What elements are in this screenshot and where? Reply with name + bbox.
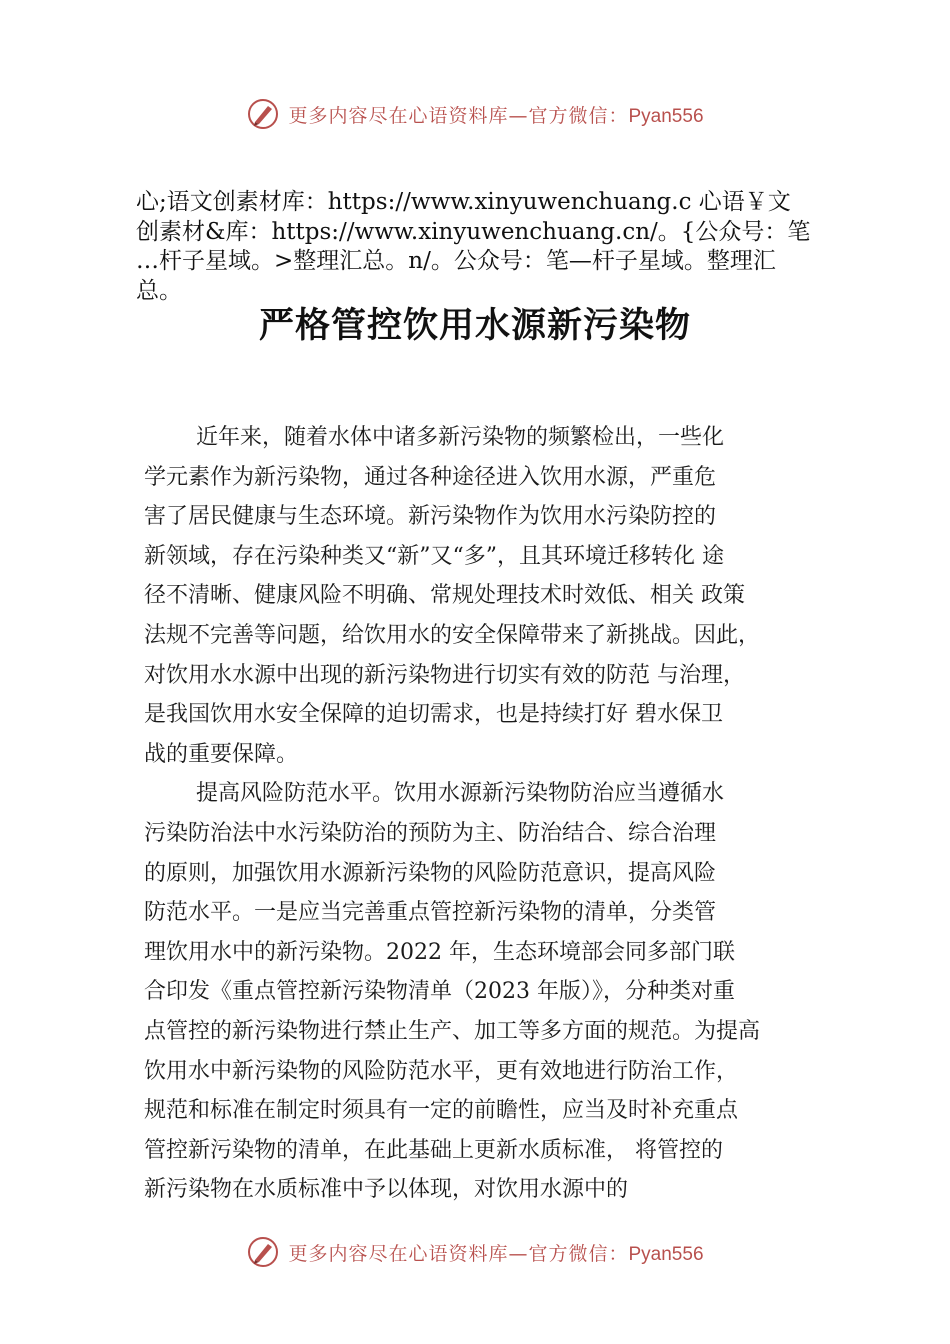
body-line: 管控新污染物的清单，在此基础上更新水质标准， 将管控的	[144, 1137, 723, 1163]
body-line: 是我国饮用水安全保障的迫切需求，也是持续打好 碧水保卫	[144, 702, 723, 728]
body-line: 法规不完善等问题，给饮用水的安全保障带来了新挑战。因此，	[144, 622, 761, 648]
pen-logo-icon	[246, 1235, 280, 1269]
body-line: 的原则，加强饮用水源新污染物的风险防范意识，提高风险	[144, 860, 717, 886]
header-note-line: 心;语文创素材库：https://www.xinyuwenchuang.c 心语￥文	[136, 189, 791, 215]
header-note	[136, 188, 836, 306]
header-note-line: 创素材&库：https://www.xinyuwenchuang.cn/。{公众号：笔	[136, 218, 811, 245]
banner-label: 更多内容尽在心语资料库—官方微信：	[288, 1242, 629, 1265]
article-body	[144, 418, 834, 1210]
body-line: 新领域，存在污染种类又“新”又“多”，且其环境迁移转化 途	[144, 543, 724, 569]
body-line: 害了居民健康与生态环境。新污染物作为饮用水污染防控的	[144, 504, 717, 530]
body-line: 防范水平。一是应当完善重点管控新污染物的清单，分类管	[144, 900, 717, 926]
body-line: 新污染物在水质标准中予以体现，对饮用水源中的	[144, 1177, 629, 1203]
body-line: 对饮用水水源中出现的新污染物进行切实有效的防范 与治理，	[144, 662, 745, 688]
wechat-handle: Pyan556	[628, 105, 704, 127]
footer-banner	[0, 1232, 950, 1272]
pen-logo-icon	[246, 97, 280, 131]
header-banner	[0, 94, 950, 134]
body-line: 饮用水中新污染物的风险防范水平，更有效地进行防治工作，	[144, 1058, 739, 1084]
banner-text	[288, 1239, 703, 1266]
body-line: 理饮用水中的新污染物。2022 年，生态环境部会同多部门联	[144, 939, 735, 965]
wechat-handle: Pyan556	[628, 1243, 704, 1265]
body-line: 战的重要保障。	[144, 741, 299, 767]
banner-text	[288, 101, 703, 128]
header-note-line: …杆子星域。>整理汇总。n/。公众号：笔—杆子星域。整理汇	[136, 248, 776, 274]
banner-label: 更多内容尽在心语资料库—官方微信：	[288, 104, 629, 127]
body-line: 学元素作为新污染物，通过各种途径进入饮用水源，严重危	[144, 464, 717, 490]
body-line: 近年来，随着水体中诸多新污染物的频繁检出，一些化	[196, 425, 725, 450]
header-note-line: 总。	[136, 277, 182, 304]
body-line: 合印发《重点管控新污染物清单（2023 年版）》，分种类对重	[144, 979, 735, 1005]
body-line: 径不清晰、健康风险不明确、常规处理技术时效低、相关 政策	[144, 583, 745, 609]
article-title: 严格管控饮用水源新污染物	[258, 305, 691, 346]
body-line: 污染防治法中水污染防治的预防为主、防治结合、综合治理	[144, 820, 717, 846]
body-line: 规范和标准在制定时须具有一定的前瞻性，应当及时补充重点	[144, 1098, 739, 1124]
body-line: 点管控的新污染物进行禁止生产、加工等多方面的规范。为提高	[144, 1018, 761, 1044]
body-line: 提高风险防范水平。饮用水源新污染物防治应当遵循水	[196, 781, 725, 807]
